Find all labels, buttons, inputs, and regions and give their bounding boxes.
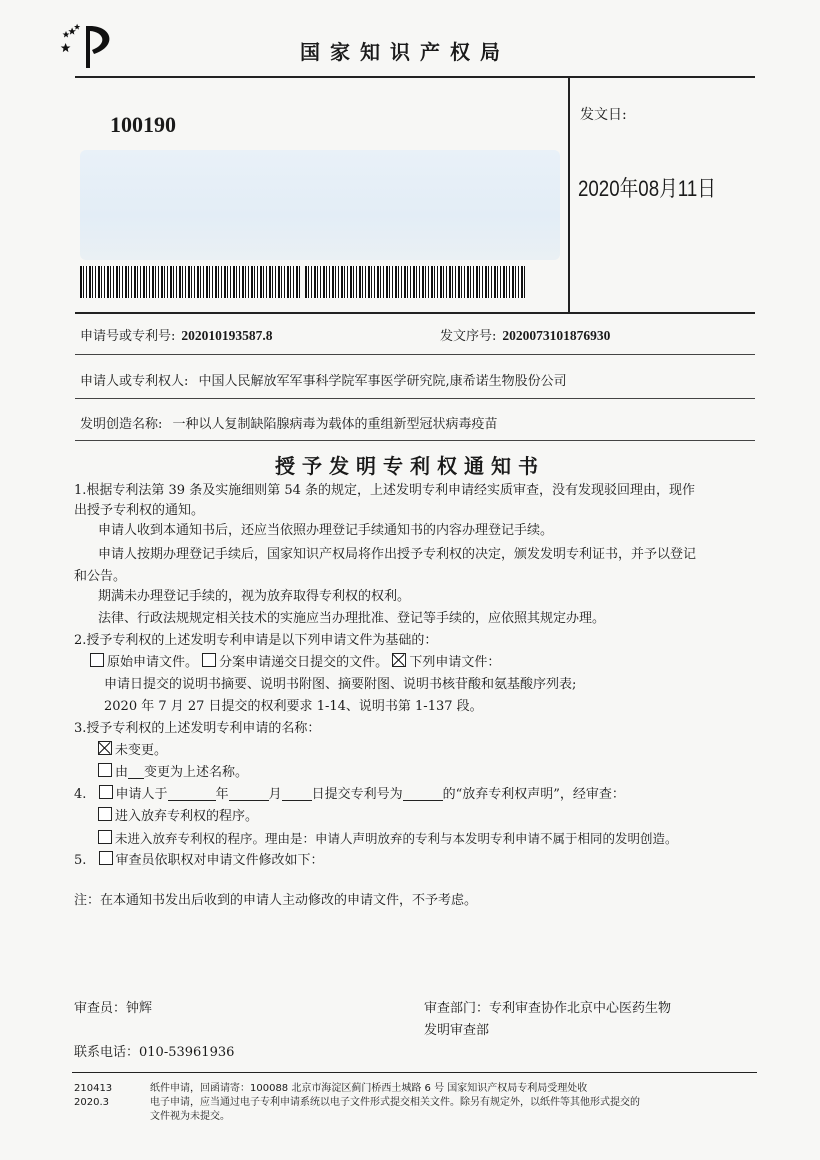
para-3-line1: 申请人按期办理登记手续后，国家知识产权局将作出授予专利权的决定，颁发发明专利证书，并予以登记 [98,547,697,562]
section-5-number: 5. [74,853,87,868]
info-rule [75,398,755,399]
phone-number: 010-53961936 [139,1045,235,1060]
phone-label: 联系电话： [74,1045,140,1060]
section-2-detail-1: 申请日提交的说明书摘要、说明书附图、摘要附图、说明书核苷酸和氨基酸序列表; [104,677,577,692]
examiner-label: 审查员： [74,1001,127,1016]
examiner-name: 钟辉 [126,1001,153,1016]
checkbox-not-enter-abandonment[interactable] [98,830,112,844]
send-date-value: 2020年08月11日 [578,176,716,201]
s4-text-a: 申请人于 [115,787,168,802]
option-divisional-docs: 分案申请递交日提交的文件。 [219,655,389,670]
footer-code-1: 210413 [74,1083,113,1094]
option-listed-docs: 下列申请文件： [409,655,501,670]
header-rule [75,76,755,78]
info-rule-top [75,312,755,314]
checkbox-examiner-amendment[interactable] [99,851,113,865]
section-2-title: 2.授予专利权的上述发明专利申请是以下列申请文件为基础的： [74,633,438,648]
section-3-option-2 [98,762,248,784]
s4-text-b: 年 [215,787,229,802]
section-5-line [74,850,324,872]
note: 注：在本通知书发出后收到的申请人主动修改的申请文件，不予考虑。 [74,893,478,908]
footer-rule [72,1072,757,1073]
para-1-line1: 1.根据专利法第 39 条及实施细则第 54 条的规定，上述发明专利申请经实质审查，没有发现驳回理由，现作 [74,483,696,498]
footer-code-2: 2020.3 [74,1097,109,1108]
option-enter-abandonment: 进入放弃专利权的程序。 [115,809,259,824]
option-original-docs: 原始申请文件。 [107,655,199,670]
section-2-options [90,652,500,674]
blank-year [168,786,216,801]
s4-text-c: 月 [268,787,282,802]
para-3-line2: 和公告。 [74,569,127,584]
checkbox-listed-docs[interactable] [392,653,406,667]
para-2: 申请人收到本通知书后，还应当依照办理登记手续通知书的内容办理登记手续。 [98,523,554,538]
para-5: 法律、行政法规规定相关技术的实施应当办理批准、登记等手续的，应依照其规定办理。 [98,611,606,626]
info-rule [75,354,755,355]
serial-number-row [440,325,610,344]
examiner-amendment-text: 审查员依职权对申请文件修改如下： [115,853,324,868]
dept-line-2: 发明审查部 [424,1023,490,1038]
blank-month [229,786,269,801]
section-4-option-1 [98,806,258,828]
blank-field [128,764,144,779]
postcode: 100190 [110,112,176,137]
section-2-detail-2: 2020 年 7 月 27 日提交的权利要求 1-14、说明书第 1-137 段。 [104,699,483,714]
serial-number: 2020073101876930 [502,328,611,343]
checkbox-enter-abandonment[interactable] [98,807,112,821]
application-number: 202010193587.8 [181,328,273,343]
checkbox-abandonment-declared[interactable] [99,785,113,799]
redacted-address [80,150,560,260]
section-4-option-2 [98,828,678,850]
applicant: 中国人民解放军军事科学院军事医学研究院,康希诺生物股份公司 [198,374,567,389]
checkbox-original-docs[interactable] [90,653,104,667]
serial-number-label: 发文序号: [440,329,497,344]
section-3-title: 3.授予专利权的上述发明专利申请的名称： [74,721,321,736]
applicant-row [80,370,567,389]
footer-line-3: 文件视为未提交。 [150,1111,230,1122]
date-divider [568,76,570,312]
dept-row [424,998,671,1020]
option-name-unchanged: 未变更。 [115,743,168,758]
send-date-label: 发文日: [580,107,627,123]
s4-text-d: 日提交专利号为 [311,787,403,802]
applicant-label: 申请人或专利权人: [80,374,189,389]
section-4-line [74,784,625,806]
examiner-row [74,998,152,1020]
checkbox-name-unchanged[interactable] [98,741,112,755]
barcode [305,266,525,298]
barcode [80,266,300,298]
option-name-changed-suffix: 变更为上述名称。 [144,765,249,780]
para-1-line2: 出授予专利权的通知。 [74,503,205,518]
footer-line-2: 电子申请，应当通过电子专利申请系统以电子文件形式提交相关文件。除另有规定外，以纸件等其他形式提交的 [150,1097,640,1108]
invention-title: 一种以人复制缺陷腺病毒为载体的重组新型冠状病毒疫苗 [172,417,498,432]
para-4: 期满未办理登记手续的，视为放弃取得专利权的权利。 [98,589,411,604]
option-name-changed-prefix: 由 [115,765,129,780]
blank-day [282,786,312,801]
office-title: 国家知识产权局 [300,40,510,64]
notice-title: 授予发明专利权通知书 [275,454,545,478]
invention-row [80,413,498,432]
phone-row [74,1042,234,1064]
application-number-row [80,325,273,344]
option-not-enter-abandonment: 未进入放弃专利权的程序。理由是：申请人声明放弃的专利与本发明专利申请不属于相同的发明创造。 [115,831,678,846]
checkbox-name-changed[interactable] [98,763,112,777]
section-3-option-1 [98,740,167,762]
s4-text-e: 的“放弃专利权声明”，经审查： [442,787,625,802]
section-4-number: 4. [74,787,87,802]
blank-patent-number [403,786,443,801]
checkbox-divisional-docs[interactable] [202,653,216,667]
cnipa-logo [60,22,122,72]
application-number-label: 申请号或专利号: [80,329,176,344]
invention-label: 发明创造名称: [80,417,163,432]
dept-line-1: 专利审查协作北京中心医药生物 [489,1001,672,1016]
footer-line-1: 纸件申请，回函请寄：100088 北京市海淀区蓟门桥西土城路 6 号 国家知识产权局专利局受理处收 [150,1083,588,1094]
dept-label: 审查部门： [424,1001,490,1016]
info-rule [75,440,755,441]
